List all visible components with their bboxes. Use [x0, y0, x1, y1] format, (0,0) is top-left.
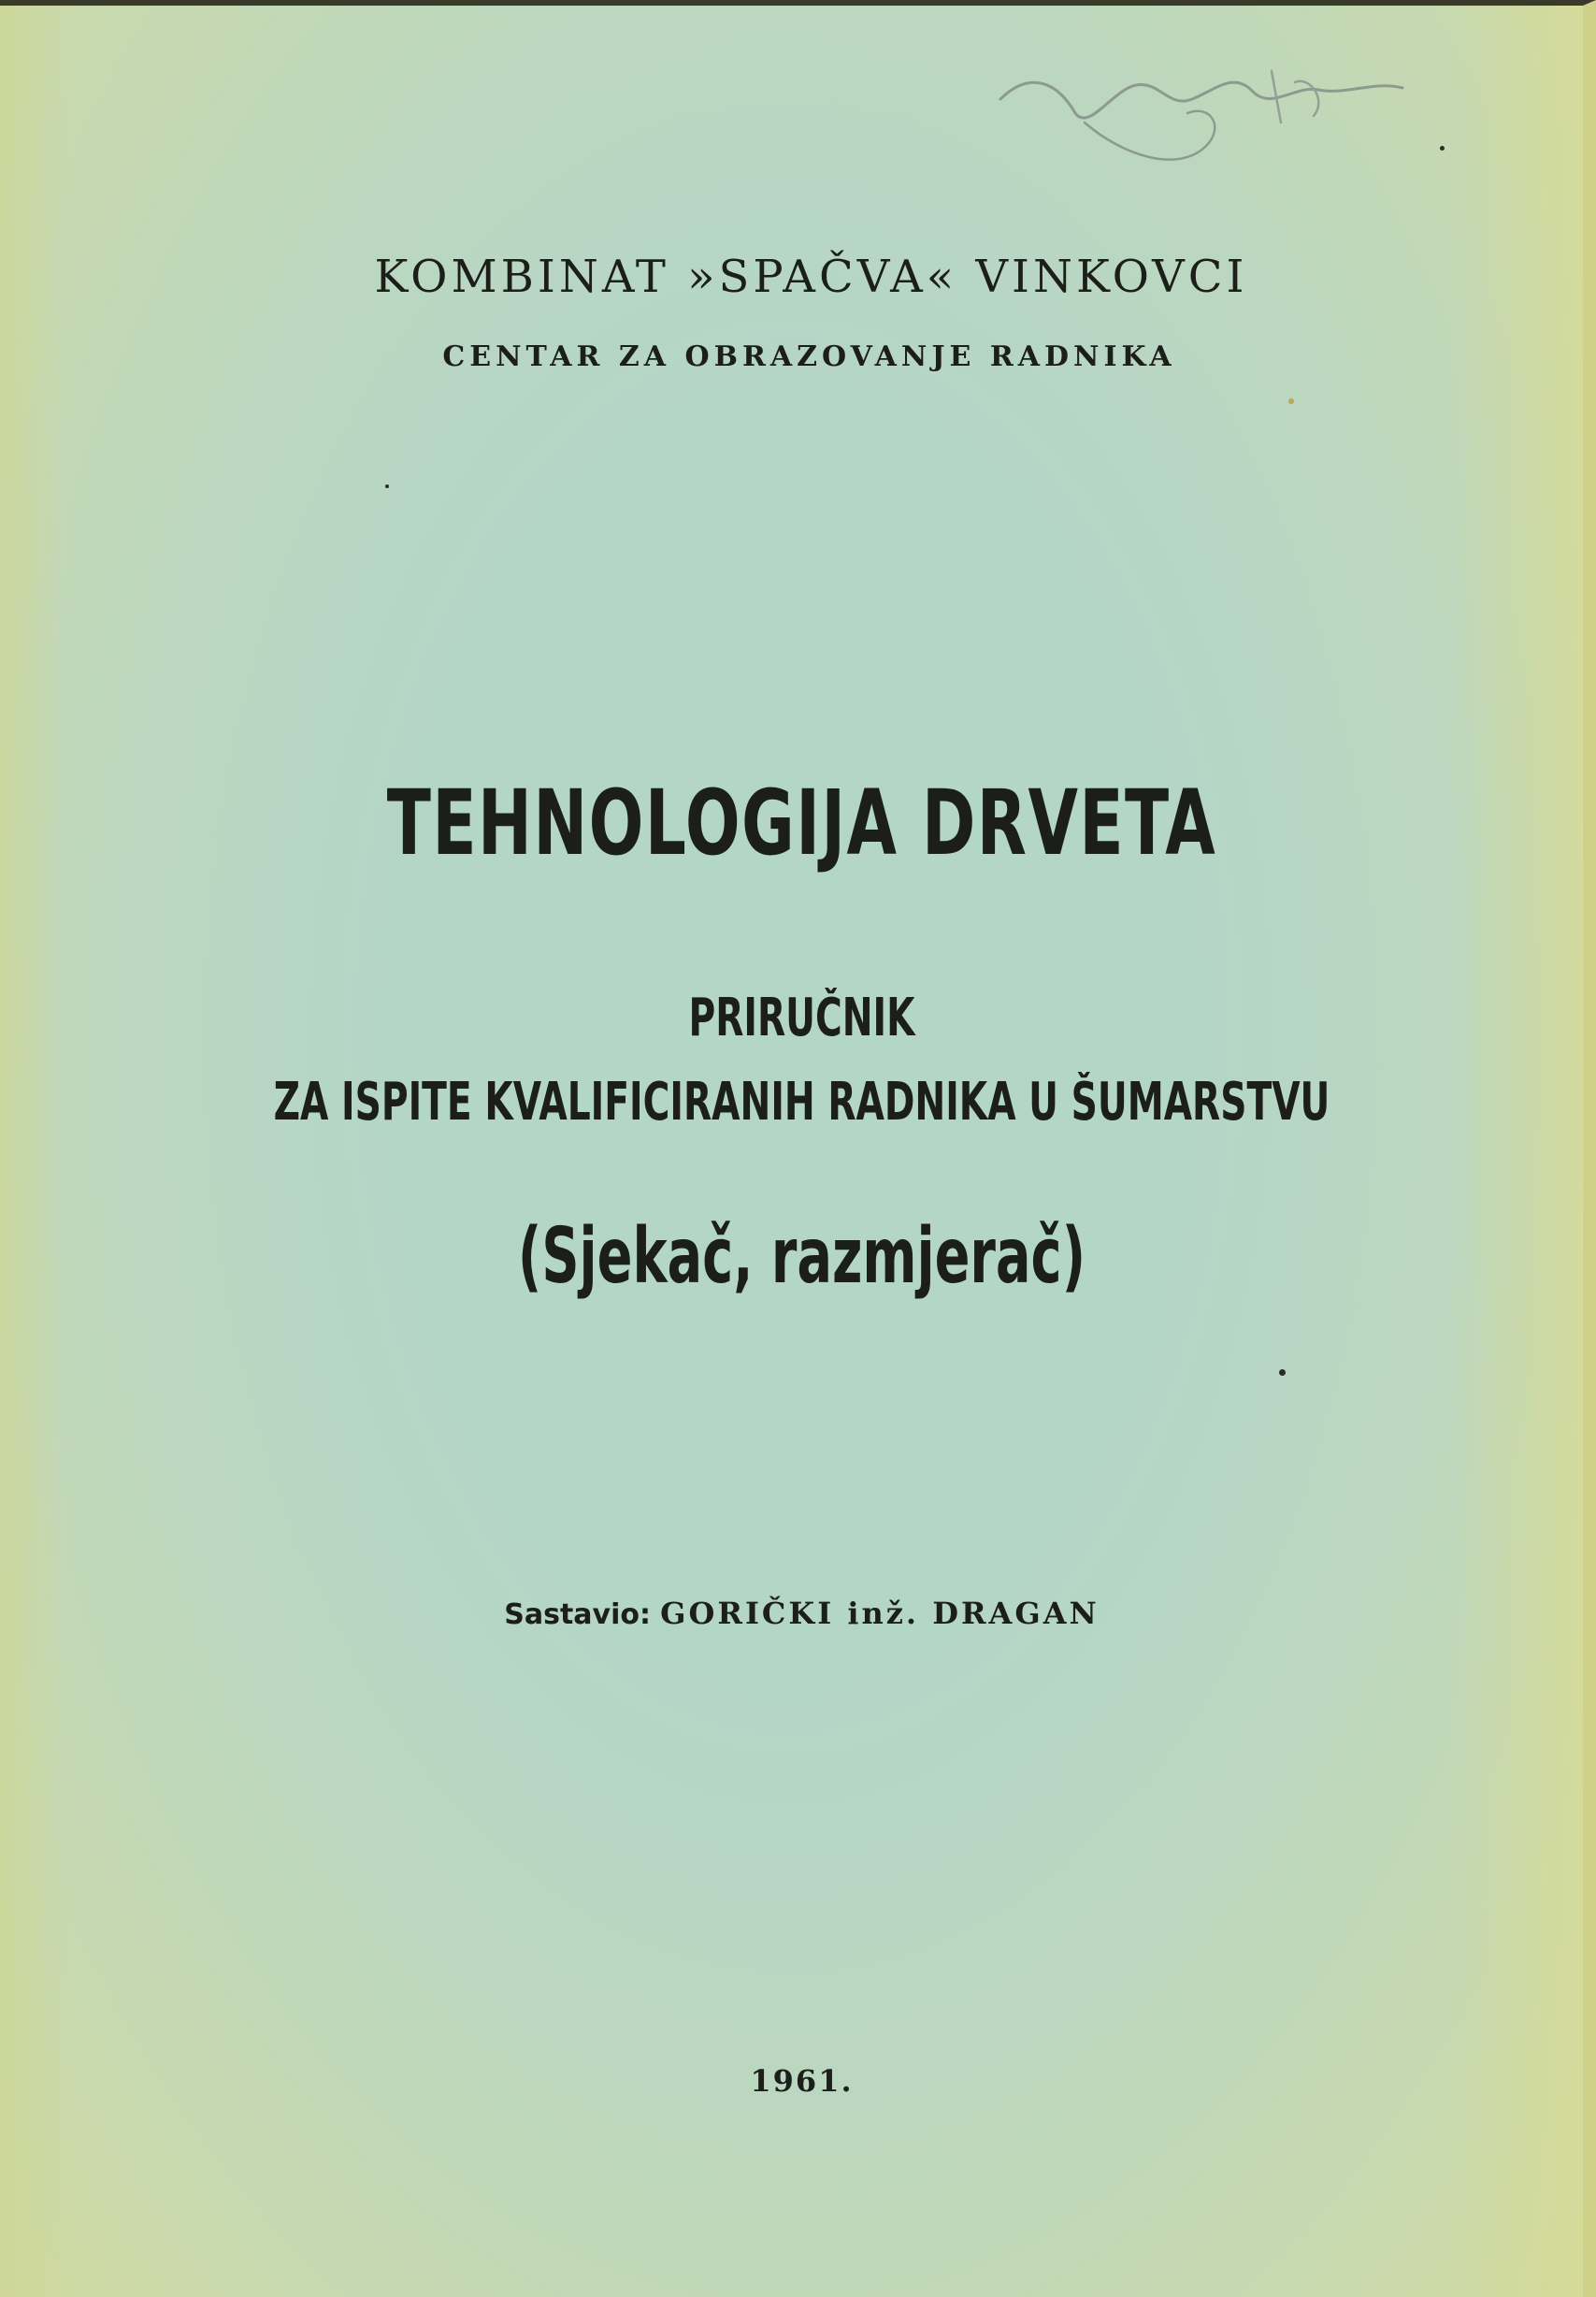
author-name: GORIČKI inž. DRAGAN	[660, 1596, 1100, 1631]
publisher-name: KOMBINAT »SPAČVA« VINKOVCI	[374, 251, 1248, 303]
paper-speck	[385, 484, 389, 488]
roles-subtitle: (Sjekač, razmjerač)	[517, 1212, 1086, 1301]
handwritten-signature	[972, 34, 1459, 202]
department-name: CENTAR ZA OBRAZOVANJE RADNIKA	[442, 340, 1176, 373]
paper-speck	[1440, 146, 1445, 151]
subtitle-line-2: ZA ISPITE KVALIFICIRANIH RADNIKA U ŠUMARSTVU	[273, 1072, 1330, 1133]
paper-speck	[1288, 398, 1294, 404]
paper-speck	[1279, 1369, 1286, 1376]
publication-year: 1961.	[750, 2063, 854, 2099]
author-line	[4, 1596, 1596, 1631]
subtitle-line-1: PRIRUČNIK	[688, 988, 915, 1048]
book-title: TEHNOLOGIJA DRVETA	[386, 771, 1217, 875]
author-label: Sastavio:	[504, 1598, 651, 1631]
